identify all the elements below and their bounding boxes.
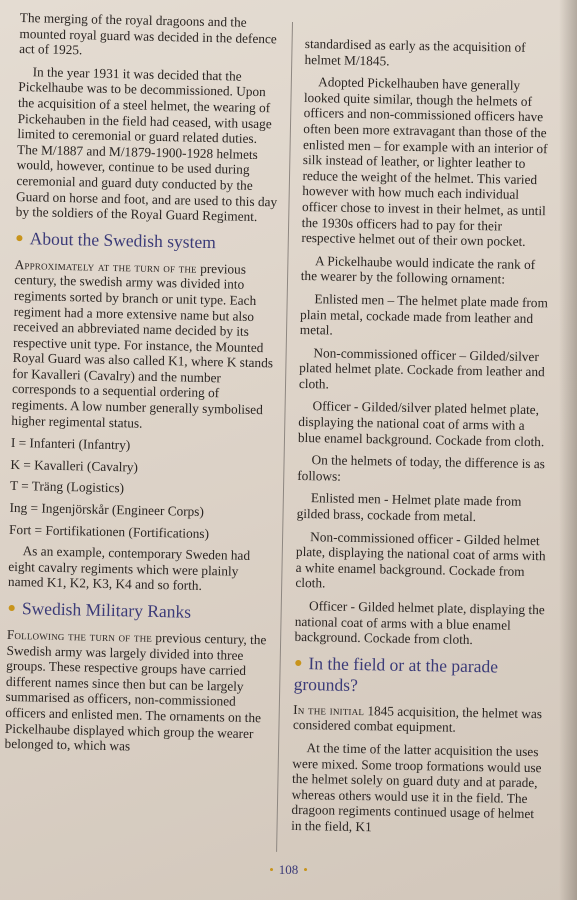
page-number	[0, 862, 577, 878]
paragraph: In the year 1931 it was decided that the Pickelhaube was to be decommissioned. Upon the acquisition of a steel helmet, the wearing of Pickehauben in the field had ceased, with usage limited to ceremonial or guard related duties. The M/1887 and M/1879-1900-1928 helmets would, however, continue to be used during ceremonial and guard duty conducted by the Guard on horse and foot, and are used to this day by the soldiers of the Royal Guard Regiment.	[15, 64, 278, 225]
paragraph-text: previous century, the swedish army was divided into regiments sorted by branch or unit type. Each regiment had a more extensive name but also received an abbreviated name decided by its respective unit type. For instance, the Mounted Royal Guard was also called K1, where K stands for Kavalleri (Cavalry) and the number corresponds to a sequential ordering of regiments. A low number generally symbolised higher regimental status.	[11, 260, 274, 431]
section-heading	[7, 598, 269, 624]
list-item: Fort = Fortifikationen (Fortifications)	[8, 521, 210, 541]
section-heading	[15, 228, 277, 254]
list-item: I = Infanteri (Infantry)	[10, 435, 131, 453]
paragraph: At the time of the latter acquisition the uses were mixed. Some troop formations would use the helmet solely on guard duty and at parade, whereas others would use it in the field. The dragoon regiments continued usage of helmet in the field, K1	[291, 740, 542, 835]
list-item: T = Träng (Logistics)	[9, 478, 125, 496]
paragraph: Officer - Gilded helmet plate, displaying the national coat of arms with a blue enamel background. Cockade from cloth.	[294, 598, 545, 648]
paragraph	[293, 702, 546, 738]
paragraph	[4, 627, 269, 757]
lead-in-text: Following the turn of the	[6, 626, 153, 645]
paragraph: Enlisted men - Helmet plate made from gilded brass, cockade from metal.	[296, 490, 522, 525]
left-column	[4, 10, 282, 764]
paragraph: Officer - Gilded/silver plated helmet plate, displaying the national coat of arms with a blue enamel background. Cockade from cloth.	[297, 398, 545, 449]
paragraph: Enlisted men – The helmet plate made from plain metal, cockade made from leather and metal.	[299, 291, 549, 338]
lead-in-text: In the initial	[293, 701, 365, 718]
section-heading-text: Swedish Military Ranks	[21, 598, 192, 622]
section-heading-text: In the field or at the parade grounds?	[293, 652, 499, 695]
paragraph-text: 1845 acquisition, the helmet was considered combat equipment.	[292, 702, 543, 736]
bullet-icon: ●	[7, 600, 17, 617]
paragraph: On the helmets of today, the difference is as follows:	[297, 452, 546, 484]
section-heading	[294, 653, 547, 698]
paragraph: Non-commissioned officer - Gilded helmet plate, displaying the national coat of arms with a white enamel background. Cockade from cloth.	[295, 528, 546, 591]
right-column	[291, 36, 557, 845]
bullet-icon: •	[303, 862, 308, 877]
page-number-text: 108	[278, 862, 299, 877]
section-heading-text: About the Swedish system	[29, 227, 217, 252]
list-item: K = Kavalleri (Cavalry)	[10, 456, 139, 475]
paragraph: As an example, contemporary Sweden had eight cavalry regiments which were plainly named K1, K2, K3, K4 and so forth.	[7, 543, 251, 594]
paragraph-text: previous century, the Swedish army was largely divided into three groups. These respective groups have carried different names since then but can be largely summarised as officers, non-commissioned officers and enlisted men. The ornaments on the Pickelhaube displayed which group the wearer belonged to, which was	[4, 629, 267, 754]
list-item: Ing = Ingenjörskår (Engineer Corps)	[9, 499, 205, 519]
lead-in-text: Approximately at the turn of the	[14, 256, 198, 276]
paragraph: Non-commissioned officer – Gilded/silver plated helmet plate. Cockade from leather and cloth.	[298, 344, 545, 392]
paragraph: standardised as early as the acquisition of helmet M/1845.	[304, 36, 526, 69]
paragraph: A Pickelhaube would indicate the rank of the wearer by the following ornament:	[300, 252, 536, 287]
bullet-icon: ●	[15, 230, 24, 246]
paragraph: The merging of the royal dragoons and the mounted royal guard was decided in the defence act of 1925.	[19, 10, 277, 58]
bullet-icon: ●	[293, 655, 303, 671]
paragraph: Adopted Pickelhauben have generally looked quite similar, though the helmets of officers and non-commissioned officers have often been more extravagant than those of the enlisted men – for example with an interior of silk instead of leather, or lighter leather to reduce the weight of the helmet. This varied however with how much each individual officer chose to invest in their helmet, as until the 1930s officers had to pay for their respective helmet out of their own pocket.	[301, 74, 548, 250]
bullet-icon: •	[269, 862, 274, 877]
paragraph	[11, 257, 277, 434]
